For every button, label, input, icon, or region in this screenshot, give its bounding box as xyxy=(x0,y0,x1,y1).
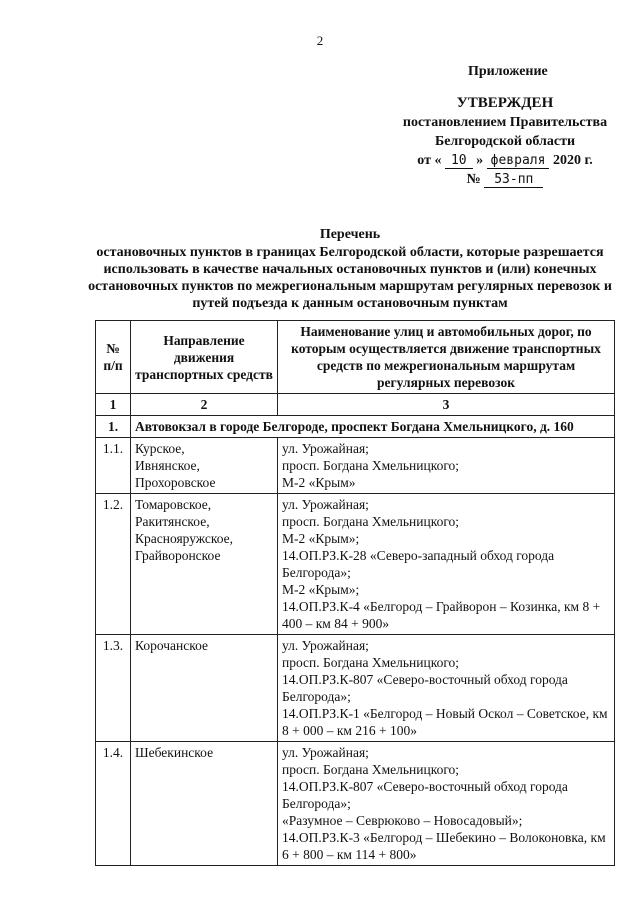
road-item: 14.ОП.РЗ.К-807 «Северо-восточный обход города Белгорода»; xyxy=(282,672,568,704)
direction-item: Курское, xyxy=(135,441,185,456)
row-roads xyxy=(278,635,615,742)
section-row xyxy=(96,416,615,438)
road-item: ул. Урожайная; xyxy=(282,745,369,760)
row-directions xyxy=(131,635,278,742)
row-number: 1.4. xyxy=(96,742,131,866)
document-title xyxy=(70,226,630,312)
road-item: ул. Урожайная; xyxy=(282,441,369,456)
table-header-row xyxy=(96,321,615,394)
row-directions xyxy=(131,438,278,494)
title-heading: Перечень xyxy=(319,227,381,242)
section-title: Автовокзал в городе Белгороде, проспект Богдана Хмельницкого, д. 160 xyxy=(131,416,615,438)
road-item: просп. Богдана Хмельницкого; xyxy=(282,655,460,670)
road-item: «Разумное – Севрюково – Новосадовый»; xyxy=(282,813,523,828)
row-roads xyxy=(278,494,615,635)
road-item: 14.ОП.РЗ.К-1 «Белгород – Новый Оскол – Советское, км 8 + 000 – км 216 + 100» xyxy=(282,706,608,738)
table-row xyxy=(96,635,615,742)
direction-item: Ивнянское, xyxy=(135,458,200,473)
date-prefix: от « xyxy=(417,153,442,168)
direction-item: Прохоровское xyxy=(135,475,216,490)
row-number: 1.3. xyxy=(96,635,131,742)
road-item: М-2 «Крым» xyxy=(282,475,356,490)
row-roads xyxy=(278,742,615,866)
header-direction: Направление движения транспортных средств xyxy=(131,321,278,394)
row-directions xyxy=(131,742,278,866)
title-subtitle: остановочных пунктов в границах Белгородской области, которые разрешается использовать в качестве начальных остановочных пунктов и (или) конечных остановочных пунктов по межрегиональным маршрутам регулярных перевозок и путей подъезда к данным остановочным пунктам xyxy=(88,245,612,311)
table-row xyxy=(96,494,615,635)
approved-heading: УТВЕРЖДЕН xyxy=(456,95,554,111)
section-number: 1. xyxy=(96,416,131,438)
approval-date xyxy=(390,151,620,170)
road-item: просп. Богдана Хмельницкого; xyxy=(282,762,460,777)
date-month: февраля xyxy=(487,153,550,169)
road-item: ул. Урожайная; xyxy=(282,497,369,512)
header-roads: Наименование улиц и автомобильных дорог, по которым осуществляется движение транспортных средств по межрегиональным маршрутам регулярных перевозок xyxy=(278,321,615,394)
table-row xyxy=(96,438,615,494)
road-item: 14.ОП.РЗ.К-807 «Северо-восточный обход города Белгорода»; xyxy=(282,779,568,811)
column-number-row xyxy=(96,394,615,416)
road-item: 14.ОП.РЗ.К-28 «Северо-западный обход города Белгорода»; xyxy=(282,548,555,580)
road-item: просп. Богдана Хмельницкого; xyxy=(282,514,460,529)
road-item: просп. Богдана Хмельницкого; xyxy=(282,458,460,473)
column-number: 3 xyxy=(278,394,615,416)
date-mid: » xyxy=(476,153,484,168)
road-item: 14.ОП.РЗ.К-4 «Белгород – Грайворон – Козинка, км 8 + 400 – км 84 + 900» xyxy=(282,599,601,631)
stops-table xyxy=(95,320,615,866)
approval-stamp xyxy=(390,94,620,189)
direction-item: Шебекинское xyxy=(135,745,214,760)
row-number: 1.2. xyxy=(96,494,131,635)
row-directions xyxy=(131,494,278,635)
appendix-label: Приложение xyxy=(468,64,548,79)
approval-number xyxy=(390,170,620,189)
date-day: 10 xyxy=(445,153,473,169)
road-item: М-2 «Крым»; xyxy=(282,531,360,546)
row-roads xyxy=(278,438,615,494)
date-year: 2020 г. xyxy=(552,153,593,168)
page-number: 2 xyxy=(316,33,324,48)
direction-item: Краснояружское, xyxy=(135,531,234,546)
column-number: 1 xyxy=(96,394,131,416)
road-item: ул. Урожайная; xyxy=(282,638,369,653)
table-row xyxy=(96,742,615,866)
row-number: 1.1. xyxy=(96,438,131,494)
road-item: 14.ОП.РЗ.К-3 «Белгород – Шебекино – Волоконовка, км 6 + 800 – км 114 + 800» xyxy=(282,830,606,862)
header-number: № п/п xyxy=(96,321,131,394)
road-item: М-2 «Крым»; xyxy=(282,582,360,597)
number-value: 53-пп xyxy=(484,172,543,188)
direction-item: Грайворонское xyxy=(135,548,221,563)
direction-item: Томаровское, xyxy=(135,497,212,512)
approval-line-2: Белгородской области xyxy=(434,134,576,149)
direction-item: Ракитянское, xyxy=(135,514,210,529)
column-number: 2 xyxy=(131,394,278,416)
approval-line-1: постановлением Правительства xyxy=(402,115,608,130)
direction-item: Корочанское xyxy=(135,638,209,653)
number-prefix: № xyxy=(466,172,481,187)
